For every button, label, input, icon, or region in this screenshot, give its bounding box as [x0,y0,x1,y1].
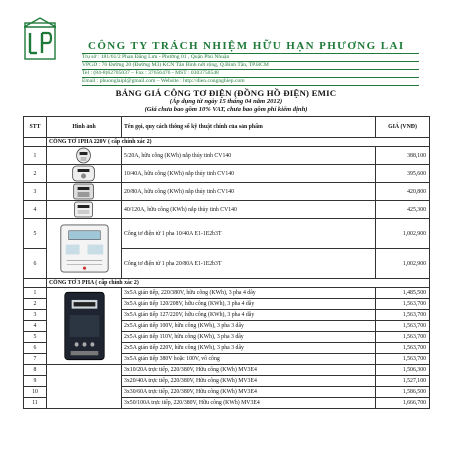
row-description: 2x5A gián tiếp 220V, hữu công (KWh), 3 pha 3 dây [122,343,376,354]
row-price: 420,800 [376,183,430,201]
row-description: 2x5A gián tiếp 100V, hữu công (KWh), 3 pha 3 dây [122,321,376,332]
row-description: 3x30/60A trực tiếp, 220/380V, Hữu công (KWh) MV3E4 [122,387,376,398]
header-image: Hình ảnh [47,117,122,138]
meter-image-3phase [47,288,122,365]
row-description: Công tơ điện tử 1 pha 10/40A E1-1E2b3T [122,219,376,249]
company-email: Email : phuonglaipl@gmail.com – Website : http://dien.congnghiep.com [82,78,245,84]
company-name: CÔNG TY TRÁCH NHIỆM HỮU HẠN PHƯƠNG LAI [88,40,405,52]
row-description: 2x5A gián tiếp 110V, hữu công (KWh), 3 pha 3 dây [122,332,376,343]
divider [82,85,419,86]
table-row [24,201,430,219]
row-description: 5/20A, hữu công (KWh) nắp thủy tinh CV140 [122,147,376,165]
row-price: 425,300 [376,201,430,219]
section-1phase: CÔNG TƠ 1PHA 220V ( cấp chính xác 2) [47,138,430,147]
row-stt: 9 [24,376,47,387]
row-price: 1,002,900 [376,219,430,249]
meter-image-cv140 [47,147,122,165]
row-description: 3x5A gián tiếp 380V hoặc 100V, vô công [122,354,376,365]
row-stt: 1 [24,147,47,165]
row-description: 3x5A gián tiếp 127/220V, hữu công (KWh), 3 pha 4 dây [122,310,376,321]
row-stt: 6 [24,343,47,354]
row-stt: 11 [24,398,47,409]
row-stt: 8 [24,365,47,376]
row-description: 3x5A gián tiếp, 220/380V, hữu công (KWh), 3 pha 4 dây [122,288,376,299]
row-stt: 6 [24,249,47,279]
row-price: 1,666,700 [376,398,430,409]
row-price: 1,563,700 [376,354,430,365]
table-row [24,147,430,165]
image-empty [47,365,122,409]
row-price: 1,586,500 [376,387,430,398]
price-table [23,116,430,409]
row-description: 20/80A, hữu công (KWh) nắp thủy tinh CV140 [122,183,376,201]
meter-image-cv140 [47,165,122,183]
row-description: 40/120A, hữu công (KWh) nắp thủy tinh CV140 [122,201,376,219]
meter-image-cv140 [47,201,122,219]
row-price: 395,600 [376,165,430,183]
row-description: Công tơ điện tử 1 pha 20/80A E1-1E2b3T [122,249,376,279]
row-description: 3x10/20A trực tiếp, 220/380V, Hữu công (KWh) MV3E4 [122,365,376,376]
table-row [24,165,430,183]
row-price: 1,506,300 [376,365,430,376]
company-logo [24,17,56,60]
row-price: 1,002,900 [376,249,430,279]
table-row [24,365,430,376]
header-description: Tên gọi, quy cách thông số kỹ thuật chính của sản phẩm [122,117,376,138]
header-price: GIÁ (VNĐ) [376,117,430,138]
row-stt: 10 [24,387,47,398]
section-3phase: CÔNG TƠ 3 PHA ( cấp chính xác 2) [47,279,430,288]
row-stt: 5 [24,219,47,249]
table-row [24,183,430,201]
company-office: VPGD : 76 Đường 20 (Đường M3) KCN Tân Bình nới rộng, Q.Bình Tân, TP.HCM [82,62,269,68]
table-row [24,219,430,249]
row-price: 1,563,700 [376,332,430,343]
row-stt: 5 [24,332,47,343]
row-stt: 7 [24,354,47,365]
row-price: 1,563,700 [376,321,430,332]
table-row [24,288,430,299]
row-stt: 3 [24,310,47,321]
meter-image-electronic [47,219,122,279]
meter-image-cv140 [47,183,122,201]
row-stt: 3 [24,183,47,201]
row-price: 1,485,500 [376,288,430,299]
row-description: 3x5A gián tiếp 120/208V, hữu công (KWh), 3 pha 4 dây [122,299,376,310]
row-stt: 4 [24,321,47,332]
price-note: (Giá chưa bao gồm 10% VAT, chưa bao gồm phí kiểm định) [144,106,308,113]
header-stt: STT [24,117,47,138]
row-price: 388,100 [376,147,430,165]
row-stt: 1 [24,288,47,299]
row-price: 1,563,700 [376,343,430,354]
company-phone: Tel : (84-8)62705037 – Fax : 37656476 - MST : 0303750548 [82,70,219,76]
row-price: 1,527,100 [376,376,430,387]
row-stt: 2 [24,165,47,183]
row-description: 3x50/100A trực tiếp, 220/380V, Hữu công (KWh) MV3E4 [122,398,376,409]
document-title: BẢNG GIÁ CÔNG TƠ ĐIỆN (ĐỒNG HỒ ĐIỆN) EMIC [115,88,337,98]
row-stt: 4 [24,201,47,219]
row-stt: 2 [24,299,47,310]
row-price: 1,563,700 [376,299,430,310]
row-description: 10/40A, hữu công (KWh) nắp thủy tinh CV140 [122,165,376,183]
effective-date: (Áp dụng từ ngày 15 tháng 04 năm 2012) [169,98,283,105]
company-address: Trụ sở : 181/61/2 Phan Đăng Lưu - Phường 01 , Quận Phú Nhuận [82,54,230,60]
row-price: 1,563,700 [376,310,430,321]
row-description: 3x20/40A trực tiếp, 220/380V, Hữu công (KWh) MV3E4 [122,376,376,387]
